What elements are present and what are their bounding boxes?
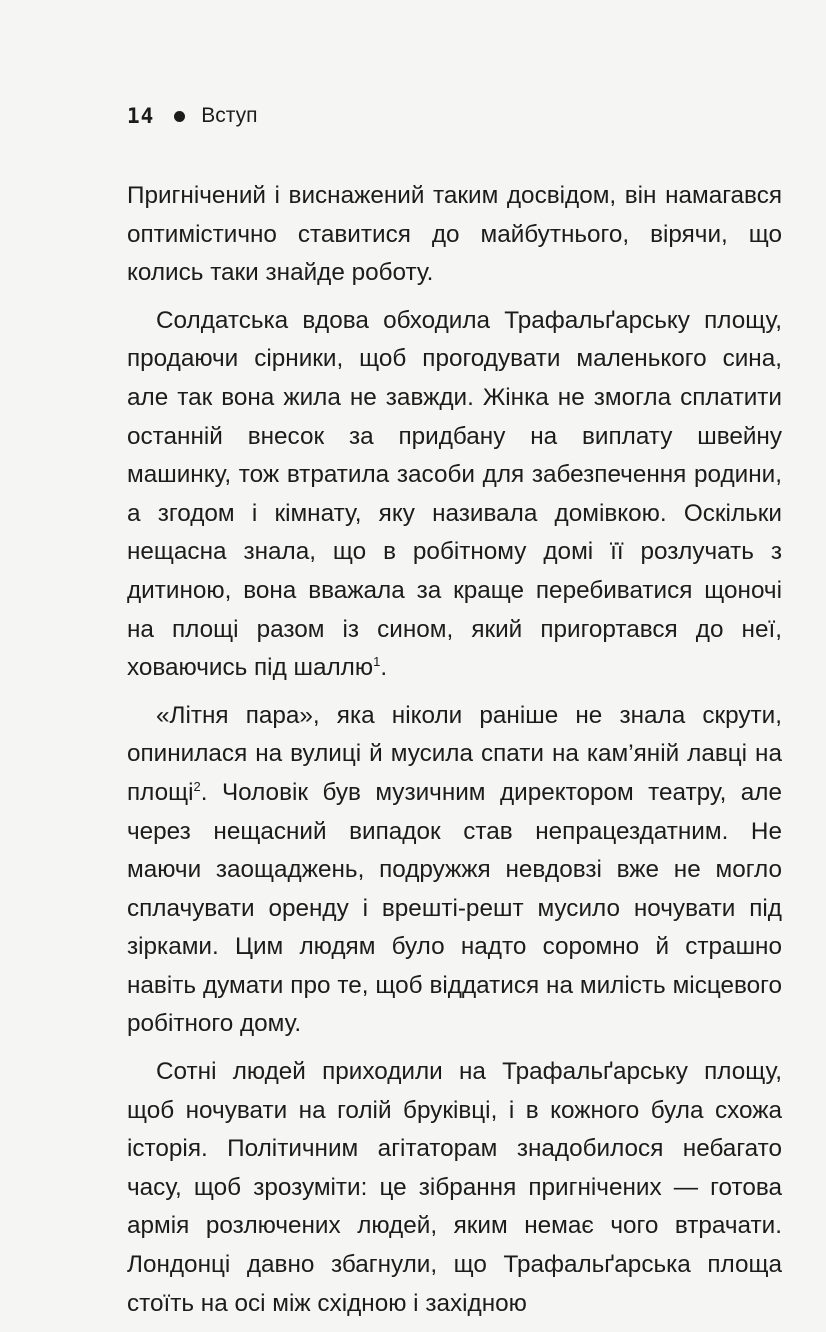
paragraph-text: Пригнічений і виснажений таким досвідом, він намагався оптимістично ставитися до майбутнього, вірячи, що колись таки знайде роботу. <box>127 182 782 287</box>
paragraph-tail: . Чоловік був музичним директором театру, але через нещасний випадок став непрацездатним. Не маючи заощаджень, подружжя невдовзі вже не могло сплачувати оренду і врешті-решт мусило ночувати під зірками. Цим людям було надто соромно й страшно навіть думати про те, щоб віддатися на милість місцевого робітного дому. <box>127 778 782 1038</box>
section-title: Вступ <box>201 104 258 127</box>
page-number: 14 <box>127 104 155 128</box>
body-text <box>127 177 782 1332</box>
paragraph-text: «Літня пара», яка ніколи раніше не знала скрути, опинилася на вулиці й мусила спати на кам’яній лавці на площі <box>127 701 782 806</box>
paragraph-4 <box>127 1053 782 1323</box>
paragraph-text: Солдатська вдова обходила Трафальґарську площу, продаючи сірники, щоб прогодувати маленького сина, але так вона жила не завжди. Жінка не змогла сплатити останній внесок за придбану на виплату швейну машинку, тож втратила засоби для забезпечення родини, а згодом і кімнату, яку називала домівкою. Оскільки нещасна знала, що в робітному домі її розлучать з дитиною, вона вважала за краще перебиватися щоночі на площі разом із сином, який пригортався до неї, ховаючись під шаллю <box>127 306 782 682</box>
paragraph-text: Сотні людей приходили на Трафальґарську площу, щоб ночувати на голій бруківці, і в кожного була схожа історія. Політичним агітаторам знадобилося небагато часу, щоб зрозуміти: це зібрання пригнічених — готова армія розлючених людей, яким немає чого втрачати. Лондонці давно збагнули, що Трафальґарська площа стоїть на осі між східною і західною <box>127 1058 782 1317</box>
paragraph-3 <box>127 697 782 1044</box>
running-header <box>127 100 258 132</box>
paragraph-tail: . <box>380 654 388 682</box>
footnote-marker: 2 <box>193 778 201 794</box>
paragraph-2 <box>127 302 782 688</box>
bullet-separator-icon <box>174 111 185 122</box>
paragraph-1 <box>127 177 782 293</box>
footnote-marker: 1 <box>373 654 381 670</box>
